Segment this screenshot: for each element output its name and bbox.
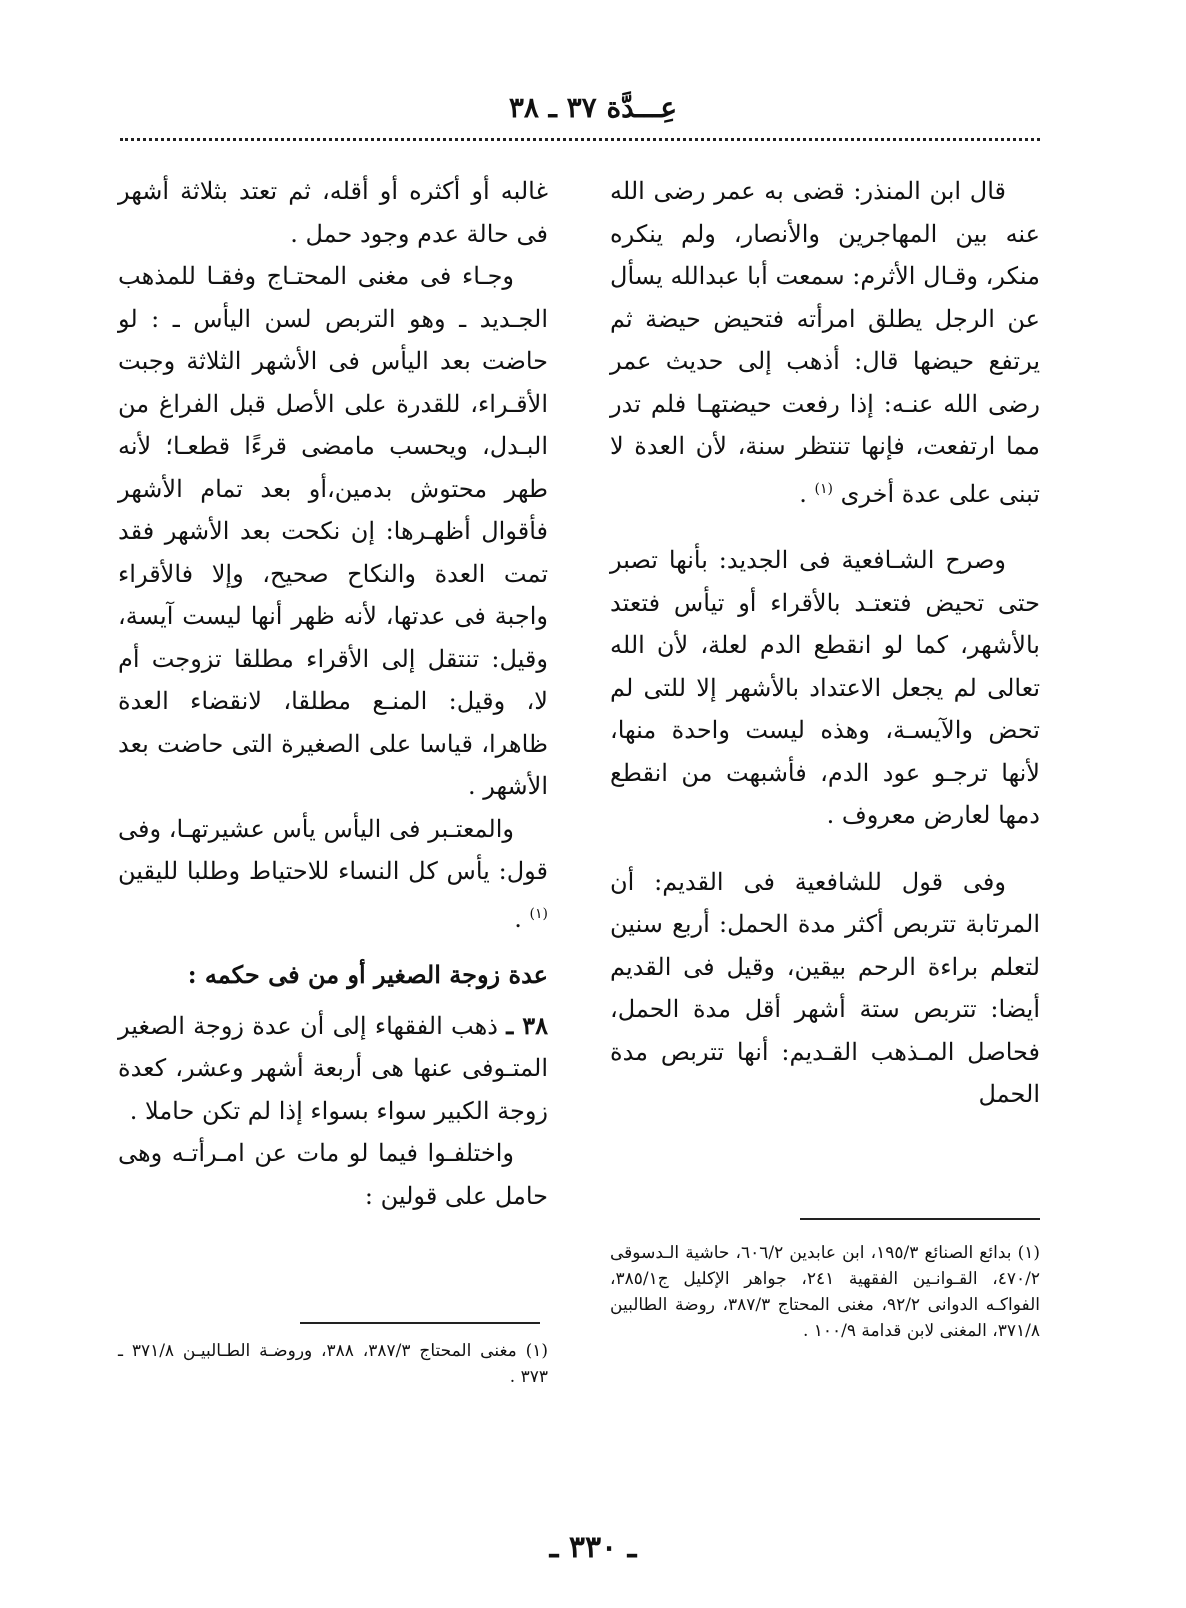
right-paragraph-1 bbox=[610, 170, 1040, 515]
header-dotted-rule bbox=[120, 138, 1040, 141]
left-footnote: (١) مغنى المحتاج ٣٨٧/٣، ٣٨٨، وروضـة الطـالبيـن ٣٧١/٨ ـ ٣٧٣ . bbox=[118, 1341, 548, 1387]
footnote-reference: (١) bbox=[529, 905, 548, 922]
left-column bbox=[118, 170, 548, 1217]
right-footnote: (١) بدائع الصنائع ١٩٥/٣، ابن عابدين ٦٠٦/٢، حاشية الـدسوقى ٤٧٠/٢، القـوانـين الفقهية ٢٤١، جواهر الإكليل ج٣٨٥/١، الفواكـه الدوانى ٩٢/٢، مغنى المحتاج ٣٨٧/٣، روضة الطالبين ٣٧١/٨، المغنى لابن قدامة ١٠٠/٩ . bbox=[610, 1243, 1041, 1341]
right-paragraph-2: وصرح الشـافعية فى الجديد: بأنها تصبر حتى تحيض فتعتـد بالأقراء أو تيأس فتعتد بالأشهر، كما لو انقطع الدم لعلة، لأن الله تعالى لم يجعل الاعتداد بالأشهر إلا للتى لم تحض والآيسـة، وهذه ليست واحدة منها، لأنها ترجـو عود الدم، فأشبهت من انقطع دمها لعارض معروف . bbox=[610, 546, 1040, 829]
left-paragraph-3-text: والمعتـبر فى اليأس يأس عشيرتهـا، وفى قول: يأس كل النساء للاحتياط وطلبا لليقين bbox=[118, 814, 548, 885]
footnote-reference: (١) bbox=[814, 480, 833, 497]
right-column bbox=[610, 170, 1040, 1116]
right-paragraph-1-text: قال ابن المنذر: قضى به عمر رضى الله عنه بين المهاجرين والأنصار، ولم ينكره منكر، وقـال الأثرم: سمعت أبا عبدالله يسأل عن الرجل يطلق امرأته فتحيض حيضة ثم يرتفع حيضها قال: أذهب إلى حديث عمر رضى الله عنـه: إذا رفعت حيضتهـا فلم تدر مما ارتفعت، فإنها تنتظر سنة، لأن العدة لا تبنى على عدة أخرى bbox=[610, 177, 1040, 508]
section-heading: عدة زوجة الصغير أو من فى حكمه : bbox=[187, 960, 548, 989]
left-paragraph-3-end: . bbox=[514, 904, 522, 933]
right-paragraph-3: وفى قول للشافعية فى القديم: أن المرتابة تتربص أكثر مدة الحمل: أربع سنين لتعلم براءة الرحم بيقين، وقيل فى القديم أيضا: تتربص ستة أشهر أقل مدة الحمل، فحاصل المـذهب القـديم: أنها تتربص مدة الحمل bbox=[610, 867, 1040, 1108]
section-number: ٣٨ ـ bbox=[506, 1010, 548, 1040]
left-paragraph-1: غالبه أو أكثره أو أقله، ثم تعتد بثلاثة أشهر فى حالة عدم وجود حمل . bbox=[118, 177, 548, 248]
left-paragraph-4-text: ذهب الفقهاء إلى أن عدة زوجة الصغير المتـوفى عنها هى أربعة أشهر وعشر، كعدة زوجة الكبير سواء بسواء إذا لم تكن حاملا . bbox=[118, 1011, 548, 1125]
left-paragraph-2: وجـاء فى مغنى المحتـاج وفقـا للمذهب الجـديد ـ وهو التربص لسن اليأس ـ : لو حاضت بعد اليأس فى الأشهر الثلاثة وجبت الأقـراء، للقدرة على الأصل قبل الفراغ من البـدل، ويحسب مامضى قرءًا قطعـا؛ لأنه طهر محتوش بدمين،أو بعد تمام الأشهر فأقوال أظهـرها: إن نكحت بعد الأشهر فقد تمت العدة والنكاح صحيح، وإلا فالأقراء واجبة فى عدتها، لأنه ظهر أنها ليست آيسة، وقيل: تنتقل إلى الأقراء مطلقا تزوجت أم لا، وقيل: المنـع مطلقا، لانقضاء العدة ظاهرا، قياسا على الصغيرة التى حاضت بعد الأشهر . bbox=[118, 262, 548, 800]
right-paragraph-1-end: . bbox=[799, 479, 807, 508]
right-footnote-rule bbox=[800, 1218, 1040, 1220]
left-paragraph-4 bbox=[118, 1005, 548, 1133]
page-header-title: عِـــدَّة ٣٧ ـ ٣٨ bbox=[508, 91, 678, 124]
left-paragraph-3 bbox=[118, 808, 548, 941]
left-footnote-rule bbox=[300, 1322, 540, 1324]
page-number: ـ ٣٣٠ ـ bbox=[549, 1530, 637, 1565]
left-paragraph-5: واختلفـوا فيما لو مات عن امـرأتـه وهى حامل على قولين : bbox=[118, 1139, 548, 1210]
